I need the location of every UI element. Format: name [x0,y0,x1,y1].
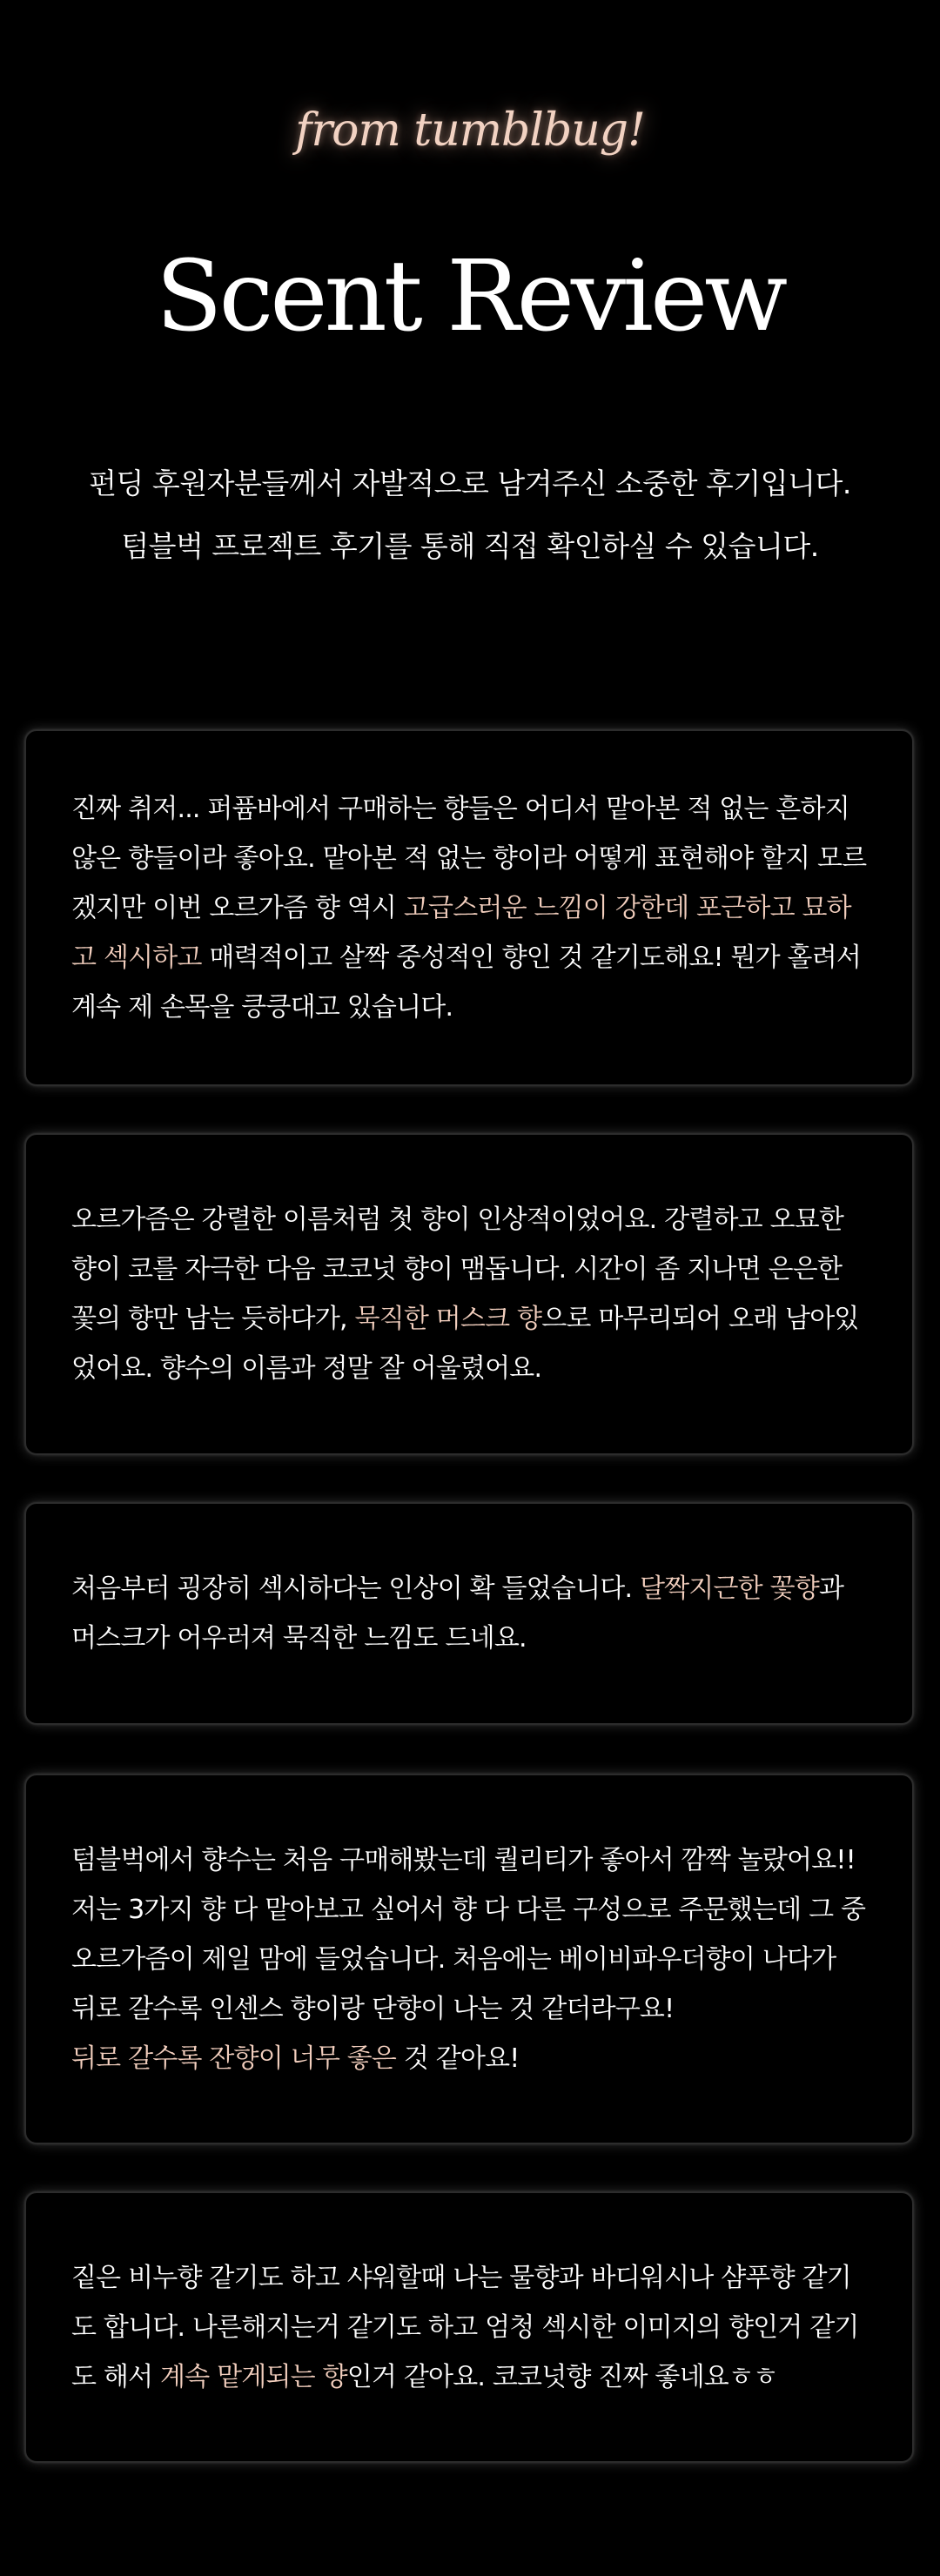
review-text-after: 으로 마무리되어 오래 남아있었어요. 향수의 이름과 정말 잘 어울렸어요. [71,1304,859,1384]
review-highlight: 계속 맡게되는 향 [160,2361,347,2392]
page-title: Scent Review [155,240,785,353]
review-card [24,1133,914,1455]
review-card [24,729,914,1086]
review-text [71,2253,867,2402]
review-text-after: 것 같아요! [396,2043,520,2074]
intro-line-1: 펀딩 후원자분들께서 자발적으로 남겨주신 소중한 후기입니다. [89,466,851,500]
review-card [24,2191,914,2463]
review-text-after: 매력적이고 살짝 중성적인 향인 것 같기도해요! 뭔가 홀려서 계속 제 손목을 킁킁대고 있습니다. [71,942,862,1023]
review-text-after: 인거 같아요. 코코넛향 진짜 좋네요ㅎㅎ [346,2361,778,2392]
review-text [71,784,867,1032]
intro-text [0,453,940,578]
review-text-before: 오르가즘은 강렬한 이름처럼 첫 향이 인상적이었어요. 강렬하고 오묘한 향이 코를 자극한 다음 코코넛 향이 맴돕니다. 시간이 좀 지나면 은은한 꽃의 향만 남는 듯하다가, [71,1204,844,1334]
review-text-before: 텀블벅에서 향수는 처음 구매해봤는데 퀄리티가 좋아서 깜짝 놀랐어요!! 저는 3가지 향 다 맡아보고 싶어서 향 다 다른 구성으로 주문했는데 그 중 오르가즘이 제일 맘에 들었습니다. 처음에는 베이비파우더향이 나다가 뒤로 갈수록 인센스 향이랑 단향이 나는 것 같더라구요! [71,1844,866,2024]
intro-line-2: 텀블벅 프로젝트 후기를 통해 직접 확인하실 수 있습니다. [121,529,819,563]
review-highlight: 묵직한 머스크 향 [354,1304,542,1334]
review-text [71,1195,867,1393]
review-text-before: 짙은 비누향 같기도 하고 샤워할때 나는 물향과 바디워시나 샴푸향 같기도 합니다. 나른해지는거 같기도 하고 엄청 섹시한 이미지의 향인거 같기도 해서 [71,2262,859,2392]
review-text [71,1835,867,2083]
review-card [24,1774,914,2144]
review-highlight: 달짝지근한 꽃향 [639,1573,819,1604]
review-highlight: 고급스러운 느낌이 강한데 포근하고 묘하고 섹시하고 [71,892,851,973]
review-text-after: 과 머스크가 어우러져 묵직한 느낌도 드네요. [71,1573,844,1654]
review-text-before: 진짜 취저... 퍼퓸바에서 구매하는 향들은 어디서 맡아본 적 없는 흔하지 않은 향들이라 좋아요. 맡아본 적 없는 향이라 어떻게 표현해야 할지 모르겠지만 이번 오르가즘 향 역시 [71,793,867,923]
review-text-before: 처음부터 굉장히 섹시하다는 인상이 확 들었습니다. [71,1573,640,1604]
tagline: from tumblbug! [295,104,645,157]
review-highlight: 뒤로 갈수록 잔향이 너무 좋은 [71,2043,397,2074]
review-card [24,1502,914,1725]
review-text [71,1564,867,1663]
